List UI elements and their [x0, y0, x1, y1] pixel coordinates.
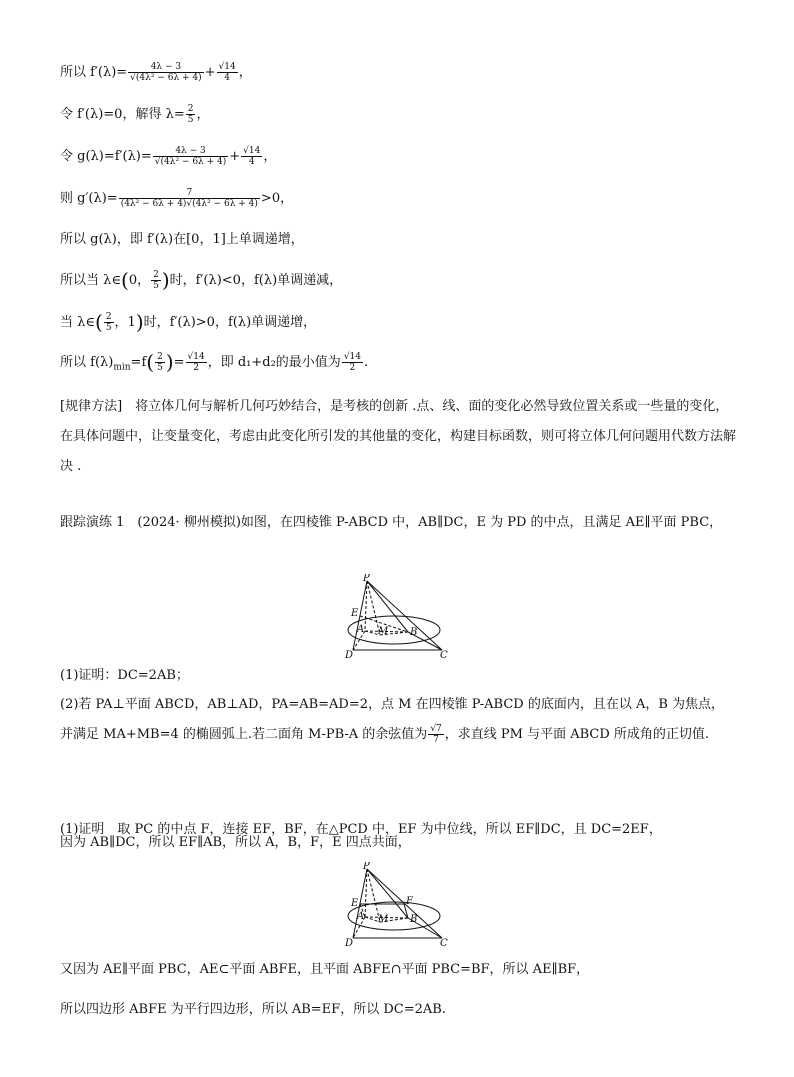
formula-text: 令 f′(λ)=0，解得 λ= [60, 107, 185, 122]
formula-line-5 [60, 232, 304, 248]
proof-line-3: 又因为 AE∥平面 PBC，AE⊂平面 ABFE，且平面 ABFE∩平面 PBC=BF，所以 AE∥BF， [60, 962, 590, 977]
formula-line-8: 所以 $f(\lambda)_{min}=f$( $\frac{2}{5}$ )= $\frac{√14}{2}$ ，即 d₁+d₂的最小值为 $\frac{√14}{2}$ . [60, 350, 369, 374]
label-P: P [363, 574, 370, 584]
proof-line-2-real: 因为 AB∥DC，所以 EF∥AB，所以 A，B，F，E 四点共面， [60, 835, 411, 850]
question-2: (2)若 PA⊥平面 ABCD，AB⊥AD，PA=AB=AD=2，点 M 在四棱锥 P-ABCD 的底面内，且在以 A，B 为焦点，并满足 MA+MB=4 的椭圆弧上.若二面角 M-PB-A 的余弦值为 $\frac{√7}{7}$ ，求直线 PM 与平面 ABCD 所成角的正切值. [60, 697, 725, 745]
label-P: P [363, 862, 370, 872]
question-1: (1)证明：DC=2AB； [60, 668, 189, 683]
fraction: $\frac{√14}{2}$ [343, 352, 361, 373]
formula-text: 所以当 λ∈ [60, 273, 121, 288]
formula-line-3: 令 g(λ)=f′(λ)= $\frac{4\lambda - 3}{\text{√(4λ² − 6λ + 4)}}$ + $\frac{√14}{4}$ ， [60, 146, 277, 167]
formula-text: 所以 g(λ)，即 f′(λ)在[0，1]上单调递增， [60, 232, 304, 247]
label-C: C [440, 938, 448, 948]
label-C: C [440, 650, 448, 660]
formula-line-1: 所以 f′(λ)= $\frac{4\lambda - 3}{\text{√(4λ² − 6λ + 4)}}$ + $\frac{√14}{4}$ ， [60, 62, 252, 83]
proof-line-1: (1)证明 取 PC 的中点 F，连接 EF，BF，在△PCD 中，EF 为中位线，所以 EF∥DC，且 DC=2EF， [60, 822, 662, 837]
formula-line-4: 则 g′(λ)= $\frac{7}{\text{(4λ² − 6λ + 4)√(4λ² − 6λ + 4)}}$ >0， [60, 188, 294, 209]
rule-method-paragraph: [规律方法] 将立体几何与解析几何巧妙结合，是考核的创新 .点、线、面的变化必然导致位置关系或一些量的变化，在具体问题中，让变量变化，考虑由此变化所引发的其他量的变化，构建目标函数，则可将立体几何问题用代数方法解决 . [60, 399, 737, 474]
label-E: E [351, 608, 359, 619]
formula-text: 当 λ∈ [60, 315, 95, 330]
fraction: $\frac{√14}{2}$ [187, 352, 205, 373]
label-D: D [345, 938, 354, 948]
label-M: M [378, 626, 389, 637]
label-E: E [351, 898, 359, 909]
pyramid-figure-1 [340, 574, 450, 660]
label-B: B [410, 914, 418, 925]
fraction: $\frac{4\lambda - 3}{\text{√(4λ² − 6λ + 4)}}$ [130, 62, 202, 83]
proof-line-4: 所以四边形 ABFE 为平行四边形，所以 AB=EF，所以 DC=2AB. [60, 1002, 446, 1017]
label-A: A [357, 911, 365, 922]
formula-line-6: 所以当 λ∈(0， $\frac{2}{5}$ )时，f′(λ)<0，f(λ)单调递减， [60, 268, 343, 292]
formula-text: 令 g(λ)=f′(λ)= [60, 149, 152, 164]
fraction: $\frac{4\lambda - 3}{\text{√(4λ² − 6λ + 4)}}$ [154, 146, 227, 167]
label-M: M [378, 914, 389, 925]
fraction: $\frac{7}{\text{(4λ² − 6λ + 4)√(4λ² − 6λ + 4)}}$ [120, 188, 258, 209]
practice-problem: 跟踪演练 1 (2024· 柳州模拟)如图，在四棱锥 P-ABCD 中，AB∥DC，E 为 PD 的中点，且满足 AE∥平面 PBC， [60, 515, 723, 530]
formula-line-2: 令 f′(λ)=0，解得 λ= $\frac{2}{5}$ ， [60, 104, 210, 125]
formula-text: 所以 f′(λ)= [60, 65, 128, 80]
formula-text: 则 g′(λ)= [60, 191, 118, 206]
fraction: $\frac{2}{5}$ [157, 352, 163, 373]
label-F: F [406, 896, 413, 907]
label-D: D [345, 650, 354, 660]
pyramid-figure-2 [340, 862, 450, 948]
fraction: $\frac{2}{5}$ [153, 270, 159, 291]
formula-text: 所以 f(λ) [60, 355, 114, 370]
fraction: $\frac{√7}{7}$ [430, 724, 442, 745]
label-B: B [410, 627, 418, 638]
label-A: A [357, 624, 365, 635]
fraction: $\frac{√14}{4}$ [218, 62, 236, 83]
fraction: $\frac{2}{5}$ [187, 104, 194, 125]
fraction: $\frac{√14}{4}$ [243, 146, 261, 167]
formula-line-7: 当 λ∈( $\frac{2}{5}$ ，1)时，f′(λ)>0，f(λ)单调递增， [60, 310, 317, 334]
fraction: $\frac{2}{5}$ [105, 312, 112, 333]
